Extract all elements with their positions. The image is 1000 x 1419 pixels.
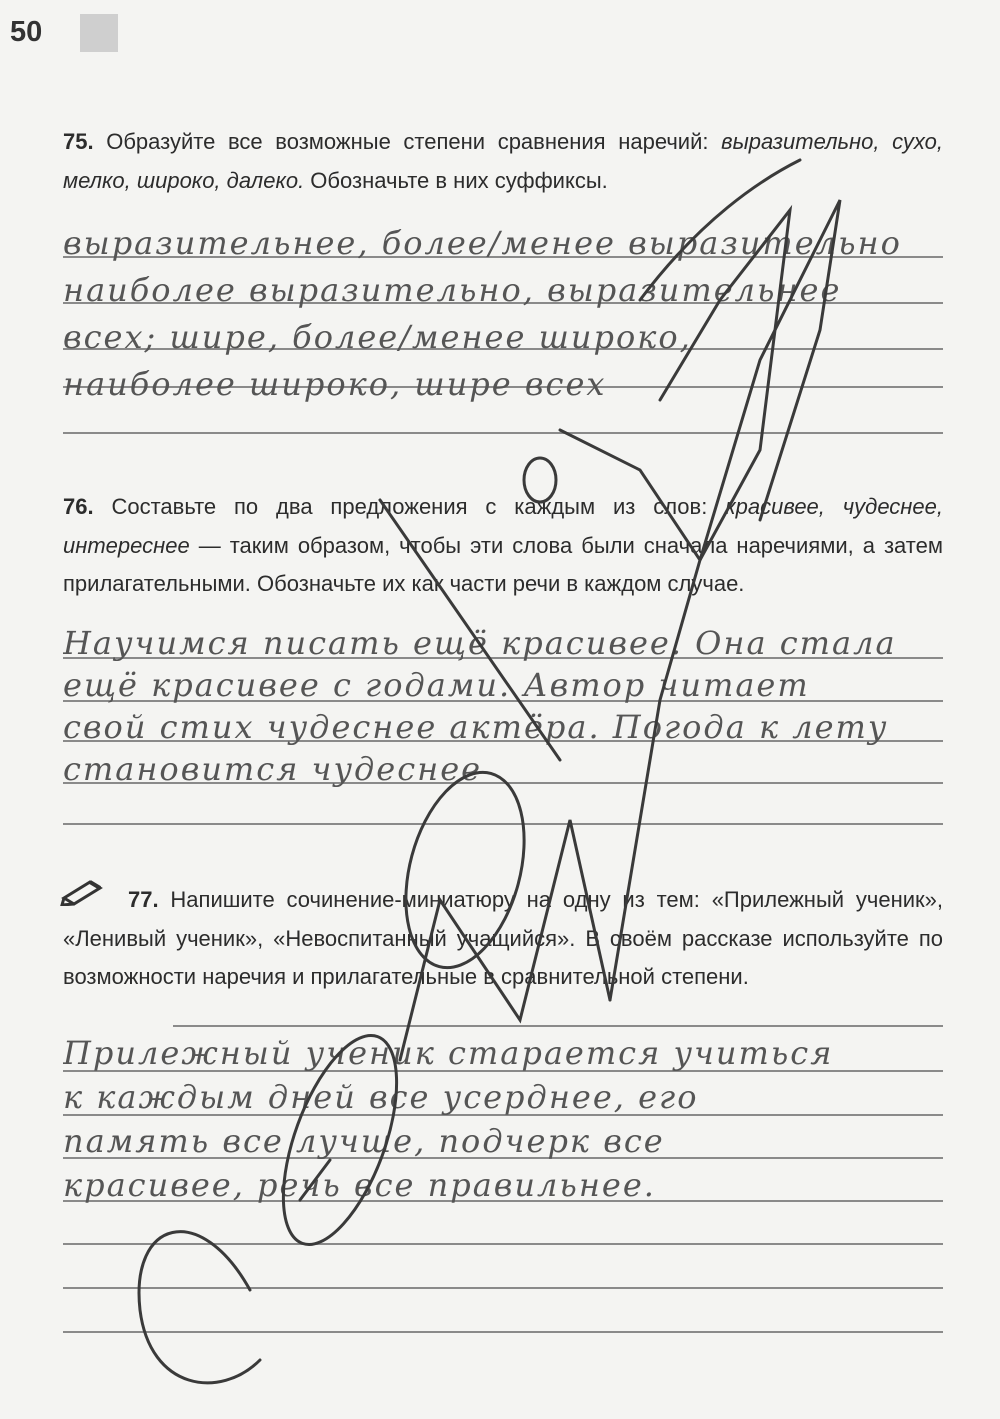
task-76-words: красивее, чудеснее, интереснее [63,494,943,558]
task-77-answer [63,1030,953,1206]
task-76-number: 76. [63,494,94,519]
page-number: 50 [10,16,43,48]
answer-line: красивее, речь все правильнее. [63,1166,656,1204]
page-tab-marker [80,14,118,52]
task-75-number: 75. [63,129,94,154]
answer-line: наиболее выразительно, выразительнее [63,271,842,309]
task-76-text-b: — таким образом, чтобы эти слова были сначала наречиями, а затем прилагательными. Обозначьте их как части речи в каждом случае. [63,532,943,596]
task-75-text-b: Обозначьте в них суффиксы. [304,167,608,193]
answer-line: становится чудеснее [63,750,483,788]
answer-line: память все лучше, подчерк все [63,1122,665,1160]
answer-line: свой стих чудеснее актёра. Погода к лету [63,708,889,746]
task-76-answer [63,620,953,788]
task-77-number: 77. [128,887,159,912]
task-75-answer [63,220,953,408]
task-75-prompt [63,123,943,200]
task-77-prompt [63,881,943,997]
task-77-text: Напишите сочинение-миниатюру на одну из тем: «Прилежный ученик», «Ленивый ученик», «Невоспитанный учащийся». В своём рассказе используйте по возможности наречия и прилагательные в сравнительной степени. [63,887,943,989]
answer-line: выразительнее, более/менее выразительно [63,224,902,262]
task-76-prompt [63,488,943,604]
answer-line: Прилежный ученик старается учиться [63,1034,834,1072]
task-76-text-a: Составьте по два предложения с каждым из слов: [111,494,726,519]
answer-line: Научимся писать ещё красивее. Она стала [63,624,897,662]
answer-line: всех; шире, более/менее широко, [63,318,692,356]
answer-line: к каждым дней все усерднее, его [63,1078,699,1116]
answer-line: ещё красивее с годами. Автор читает [63,666,810,704]
task-75-words: выразительно, сухо, мелко, широко, далеко. [63,129,943,193]
task-75-text-a: Образуйте все возможные степени сравнения наречий: [106,129,722,154]
answer-line: наиболее широко, шире всех [63,365,607,403]
